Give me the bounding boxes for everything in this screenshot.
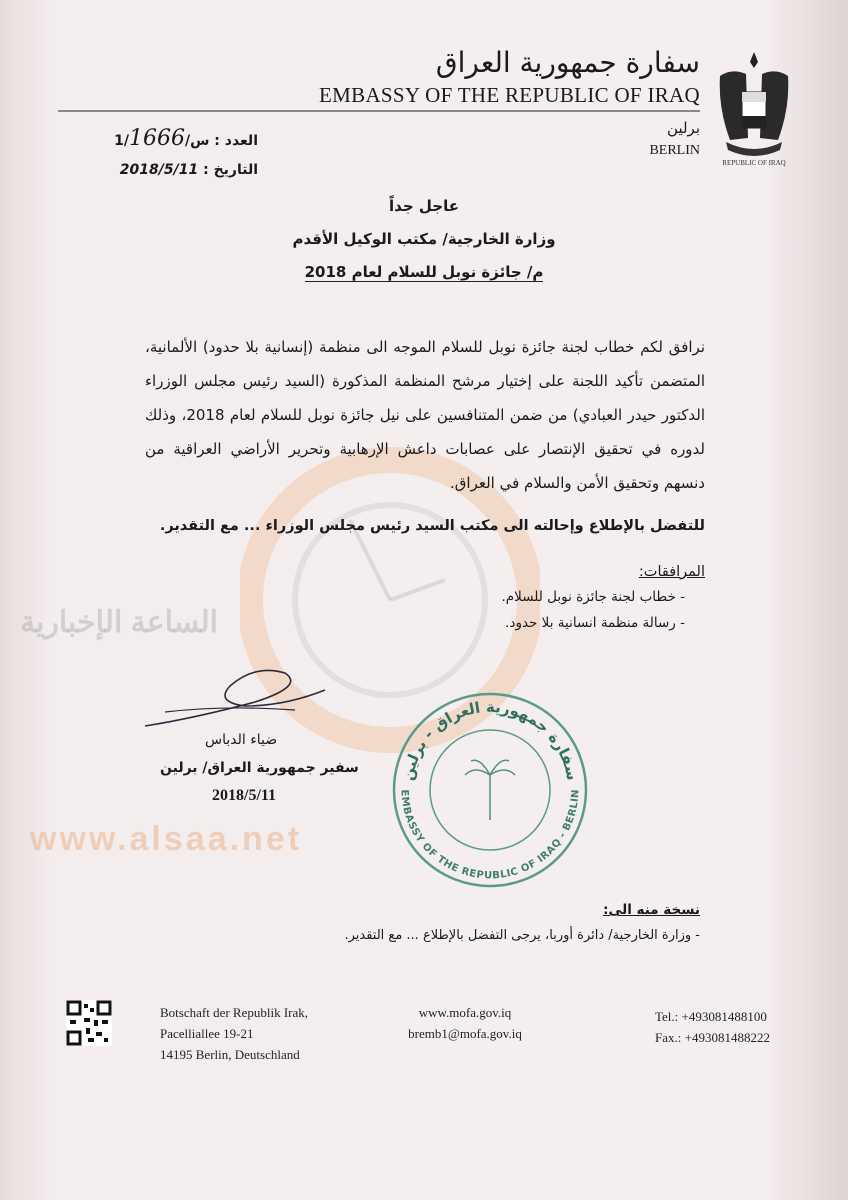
email-link[interactable]: bremb1@mofa.gov.iq bbox=[408, 1026, 522, 1041]
address-line: 14195 Berlin, Deutschland bbox=[160, 1047, 300, 1062]
reference-number-value: 1666 bbox=[128, 126, 185, 151]
copy-to-item: - وزارة الخارجية/ دائرة أوربا، يرجى التفضل بالإطلاع ... مع التقدير. bbox=[344, 928, 700, 943]
reference-date bbox=[120, 160, 258, 180]
website-link[interactable]: www.mofa.gov.iq bbox=[418, 1005, 512, 1020]
qr-code-icon bbox=[66, 1000, 112, 1046]
footer-contact-web bbox=[400, 1002, 530, 1044]
handwritten-signature bbox=[135, 660, 335, 730]
address-line: Pacelliallee 19-21 bbox=[160, 1026, 254, 1041]
footer-phone bbox=[655, 1006, 770, 1048]
signatory-title: سفير جمهورية العراق/ برلين bbox=[160, 760, 359, 776]
footer-address bbox=[160, 1002, 308, 1065]
attachment-item: - خطاب لجنة جائزة نوبل للسلام. bbox=[501, 589, 685, 605]
watermark-site: www.alsaa.net bbox=[30, 820, 303, 858]
city-english: BERLIN bbox=[649, 143, 700, 158]
attachment-item: - رسالة منظمة انسانية بلا حدود. bbox=[505, 615, 685, 631]
reference-number bbox=[114, 126, 258, 154]
signatory-name: ضياء الدباس bbox=[205, 732, 278, 748]
embassy-stamp bbox=[390, 690, 590, 890]
reference-date-label: التاريخ : bbox=[198, 162, 258, 178]
subject bbox=[0, 261, 848, 283]
watermark-name: الساعة الإخبارية bbox=[20, 606, 218, 639]
copy-to-heading: نسخة منه الى: bbox=[603, 902, 700, 918]
emblem-caption: REPUBLIC OF IRAQ bbox=[722, 159, 786, 167]
reference-number-label: العدد : س/1/ bbox=[114, 133, 258, 149]
fax: Fax.: +493081488222 bbox=[655, 1030, 770, 1045]
embassy-name-arabic: سفارة جمهورية العراق bbox=[435, 46, 700, 79]
stamp-text-arabic: سفارة جمهورية العراق - برلين bbox=[398, 697, 582, 782]
closing-line: للتفضل بالإطلاع وإحالته الى مكتب السيد رئيس مجلس الوزراء ... مع التقدير. bbox=[159, 518, 705, 534]
iraq-emblem-icon bbox=[712, 48, 796, 168]
palm-tree-icon bbox=[465, 760, 515, 820]
urgency-label: عاجل جداً bbox=[389, 197, 459, 215]
body-paragraph: نرافق لكم خطاب لجنة جائزة نوبل للسلام الموجه الى منظمة (إنسانية بلا حدود) الألمانية، المتضمن تأكيد اللجنة على إختيار مرشح المنظمة المذكورة (السيد رئيس مجلس الوزراء الدكتور حيدر العبادي) من ضمن المتنافسين على نيل جائزة نوبل للسلام لعام 2018، وذلك لدوره في تحقيق الإنتصار على عصابات داعش الإرهابية وتحرير الأراضي العراقية من دنسهم وتحقيق الأمن والسلام في العراق. bbox=[145, 338, 706, 492]
header-divider bbox=[58, 110, 700, 112]
stamp-text-english: EMBASSY OF THE REPUBLIC OF IRAQ - BERLIN bbox=[398, 789, 582, 882]
attachments-heading: المرافقات: bbox=[638, 564, 705, 580]
subject-text: م/ جائزة نوبل للسلام لعام 2018 bbox=[304, 263, 544, 281]
letter-main-content bbox=[145, 330, 705, 636]
signature-date: 2018/5/11 bbox=[212, 787, 277, 804]
embassy-name-english: EMBASSY OF THE REPUBLIC OF IRAQ bbox=[319, 83, 700, 107]
reference-date-value: 2018/5/11 bbox=[119, 162, 199, 178]
city-arabic: برلين bbox=[667, 119, 700, 137]
address-line: Botschaft der Republik Irak, bbox=[160, 1005, 309, 1020]
telephone: Tel.: +493081488100 bbox=[655, 1009, 767, 1024]
addressee: وزارة الخارجية/ مكتب الوكيل الأقدم bbox=[292, 230, 556, 248]
